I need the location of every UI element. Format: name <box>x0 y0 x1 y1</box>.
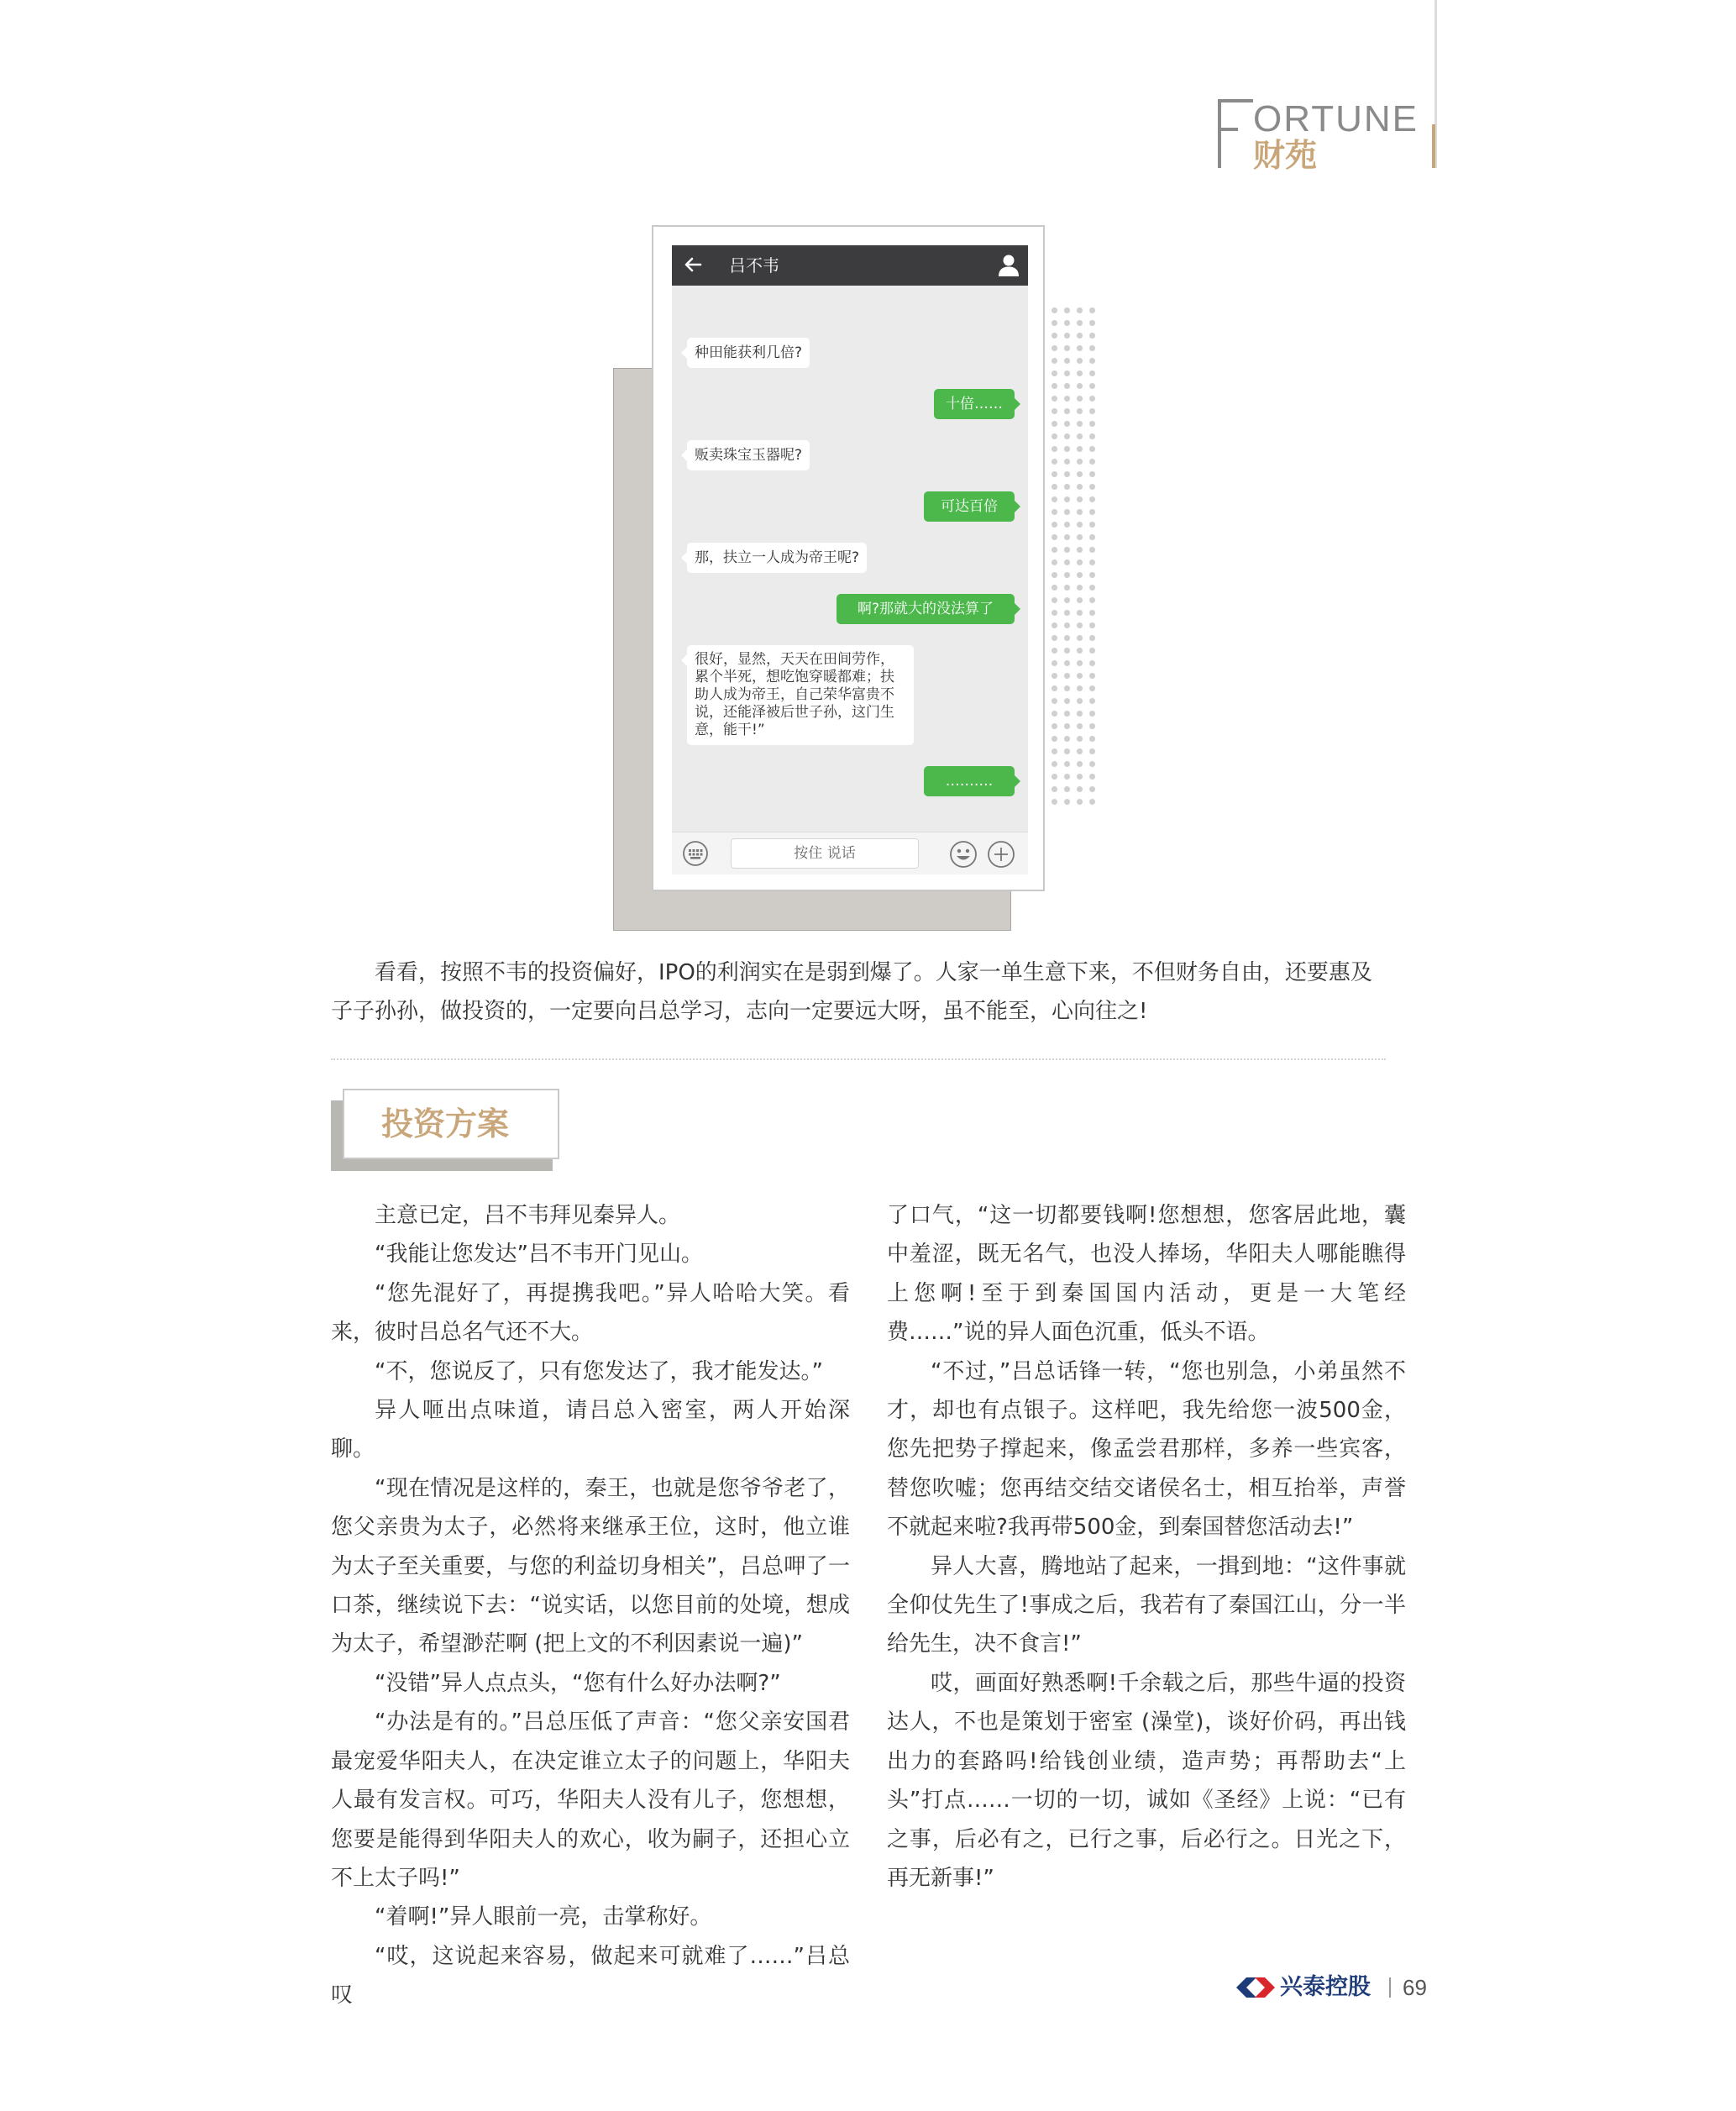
body-paragraph: 异人咂出点味道，请吕总入密室，两人开始深聊。 <box>331 1398 850 1462</box>
body-paragraph: “办法是有的。”吕总压低了声音：“您父亲安国君最宠爱华阳夫人，在决定谁立太子的问题上，华阳夫人最有发言权。可巧，华阳夫人没有儿子，您想想，您要是能得到华阳夫人的欢心，收为嗣子，还担心立不上太子吗!” <box>331 1709 850 1891</box>
body-paragraph: “不，您说反了，只有您发达了，我才能发达。” <box>375 1358 823 1384</box>
section-heading-box <box>343 1089 559 1159</box>
body-paragraph: 主意已定，吕不韦拜见秦异人。 <box>375 1203 681 1228</box>
chat-message-incoming: 那，扶立一人成为帝王呢? <box>687 543 867 573</box>
header-rule-accent <box>1432 124 1435 168</box>
intro-paragraph: 看看，按照不韦的投资偏好，IPO的利润实在是弱到爆了。人家一单生意下来，不但财务自由，还要惠及子子孙孙，做投资的，一定要向吕总学习，志向一定要远大呀，虽不能至，心向往之! <box>331 960 1372 1024</box>
chat-message-incoming: 贩卖珠宝玉器呢? <box>687 440 810 470</box>
chat-message-incoming: 种田能获利几倍? <box>687 338 810 368</box>
emoji-icon[interactable] <box>949 840 978 869</box>
body-column-right <box>887 1196 1406 1898</box>
dot-pattern <box>1048 304 1100 808</box>
chat-message-outgoing: 十倍…… <box>934 389 1015 419</box>
footer-separator <box>1389 1977 1391 1998</box>
dotted-divider <box>331 1058 1386 1060</box>
chat-screen <box>672 245 1028 874</box>
chat-message-outgoing: 啊?那就大的没法算了 <box>837 594 1015 624</box>
chat-titlebar <box>672 245 1028 286</box>
body-paragraph: “哎，这说起来容易，做起来可就难了……”吕总叹 <box>331 1943 850 2009</box>
back-arrow-icon[interactable] <box>682 254 704 276</box>
body-paragraph: “没错”异人点点头，“您有什么好办法啊?” <box>375 1670 781 1696</box>
body-paragraph: “不过，”吕总话锋一转，“您也别急，小弟虽然不才，却也有点银子。这样吧，我先给您一波500金，您先把势子撑起来，像孟尝君那样，多养一些宾客，替您吹嘘；您再结交结交诸侯名士，相互抬举，声誉不就起来啦?我再带500金，到秦国替您活动去!” <box>887 1358 1406 1541</box>
keyboard-icon[interactable] <box>682 840 709 867</box>
body-column-left <box>331 1196 850 2015</box>
chat-input-bar <box>672 832 1028 874</box>
plus-icon[interactable] <box>987 840 1015 869</box>
page-number: 69 <box>1403 1975 1427 2000</box>
body-paragraph: “我能让您发达”吕不韦开门见山。 <box>375 1242 703 1268</box>
chat-message-incoming: 很好，显然，天天在田间劳作，累个半死，想吃饱穿暖都难；扶助人成为帝王，自己荣华富贵不说，还能泽被后世子孙，这门生意，能干!” <box>687 645 914 745</box>
body-paragraph: “着啊!”异人眼前一亮，击掌称好。 <box>375 1904 712 1930</box>
company-name: 兴泰控股 <box>1280 1974 1371 2000</box>
phone-mockup <box>652 225 1045 891</box>
chat-message-outgoing: ………. <box>924 766 1015 796</box>
page-footer <box>1235 1971 1445 2004</box>
body-paragraph: “您先混好了，再提携我吧。”异人哈哈大笑。看来，彼时吕总名气还不大。 <box>331 1280 850 1346</box>
hold-to-talk-button[interactable]: 按住 说话 <box>731 838 919 869</box>
brand-english: ORTUNE <box>1253 98 1419 139</box>
body-paragraph: 哎，画面好熟悉啊!千余载之后，那些牛逼的投资达人，不也是策划于密室 (澡堂)，谈好价码，再出钱出力的套路吗!给钱创业绩，造声势；再帮助去“上头”打点……一切的一切，诚如《圣经》上说：“已有之事，后必有之，已行之事，后必行之。日光之下，再无新事!” <box>887 1670 1406 1891</box>
magazine-brand <box>1218 98 1419 176</box>
brand-letter-f <box>1218 99 1253 168</box>
brand-chinese: 财苑 <box>1253 137 1318 174</box>
chat-message-outgoing: 可达百倍 <box>924 491 1015 522</box>
chat-contact-name: 吕不韦 <box>729 255 779 276</box>
body-paragraph: “现在情况是这样的，秦王，也就是您爷爷老了，您父亲贵为太子，必然将来继承王位，这时，他立谁为太子至关重要，与您的利益切身相关”，吕总呷了一口茶，继续说下去：“说实话，以您目前的处境，想成为太子，希望渺茫啊 (把上文的不利因素说一遍)” <box>331 1475 850 1657</box>
company-logo-icon <box>1235 1974 1277 2001</box>
section-title: 投资方案 <box>380 1105 509 1142</box>
body-paragraph: 异人大喜，腾地站了起来，一揖到地：“这件事就全仰仗先生了!事成之后，我若有了秦国江山，分一半给先生，决不食言!” <box>887 1553 1406 1657</box>
person-icon[interactable] <box>998 254 1020 277</box>
body-paragraph-continued: 了口气，“这一切都要钱啊!您想想，您客居此地，囊中羞涩，既无名气，也没人捧场，华阳夫人哪能瞧得上您啊!至于到秦国国内活动，更是一大笔经费……”说的异人面色沉重，低头不语。 <box>887 1203 1406 1346</box>
